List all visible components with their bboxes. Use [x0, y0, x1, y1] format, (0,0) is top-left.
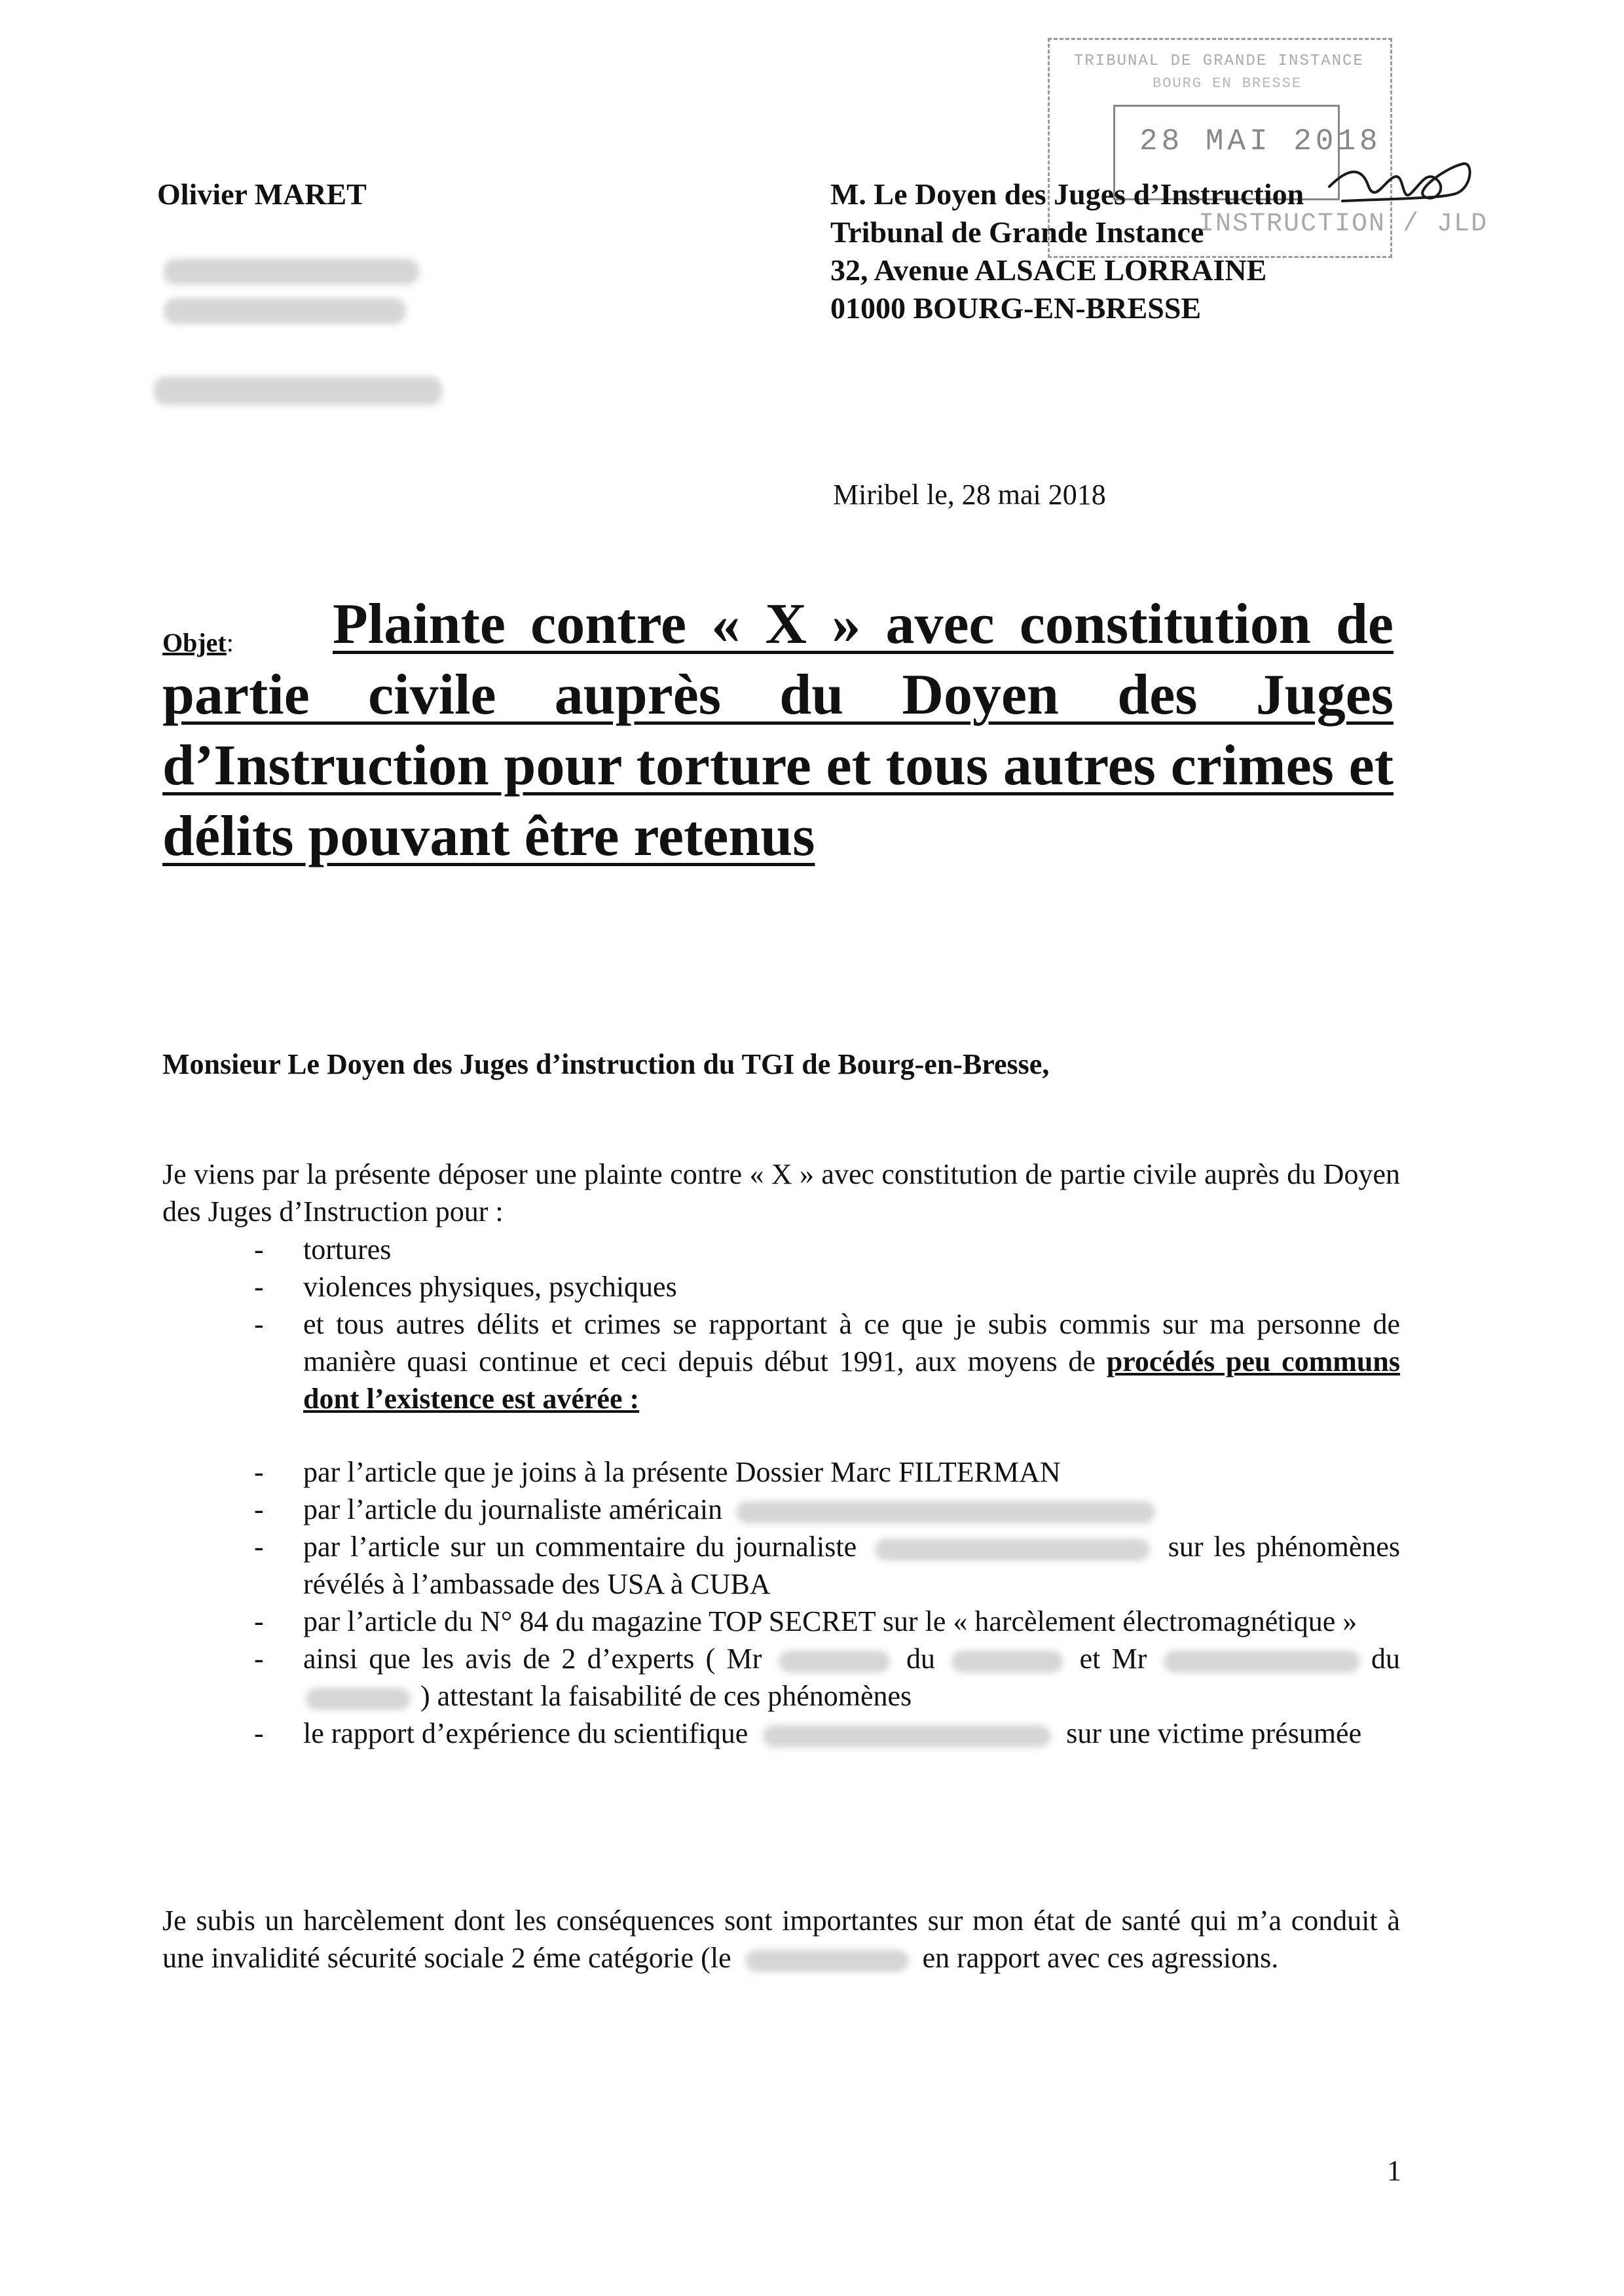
- stamp-court-name: TRIBUNAL DE GRANDE INSTANCE: [1074, 52, 1364, 70]
- evidence-text: par l’article du N° 84 du magazine TOP SECRET sur le « harcèlement électromagnétique »: [303, 1605, 1357, 1637]
- closing-paragraph: [162, 1902, 1400, 1977]
- redacted-name: [875, 1539, 1150, 1561]
- sender-name: Olivier MARET: [157, 177, 367, 211]
- list-dash: -: [254, 1456, 264, 1488]
- charge-text: violences physiques, psychiques: [303, 1271, 677, 1303]
- redacted-date: [745, 1950, 909, 1972]
- recipient-line-2: Tribunal de Grande Instance: [830, 215, 1204, 249]
- redacted-name: [306, 1688, 411, 1710]
- evidence-text: et Mr: [1079, 1643, 1147, 1675]
- letter-date: Miribel le, 28 mai 2018: [833, 479, 1106, 511]
- closing-text: Je subis un harcèlement dont les conséquences sont importantes sur mon état de santé qui m’a conduit à une invalidité sécurité sociale 2 éme catégorie (le: [162, 1904, 1400, 1974]
- evidence-list: [162, 1453, 1400, 1752]
- objet-label-colon: :: [226, 628, 234, 657]
- salutation: Monsieur Le Doyen des Juges d’instruction du TGI de Bourg-en-Bresse,: [162, 1048, 1050, 1080]
- list-dash: -: [254, 1271, 264, 1303]
- charge-emphasis: procédés peu communs dont l’existence est avérée :: [303, 1345, 1400, 1415]
- list-dash: -: [254, 1493, 264, 1525]
- evidence-text: ainsi que les avis de 2 d’experts ( Mr: [303, 1643, 762, 1675]
- redacted-phone-line: [154, 376, 442, 405]
- handwritten-signature: [1323, 141, 1480, 219]
- objet-title: Plainte contre « X » avec constitution de partie civile auprès du Doyen des Juges d’Instruction pour torture et tous autres crimes et délits pouvant être retenus: [162, 592, 1393, 868]
- closing-text: en rapport avec ces agressions.: [922, 1942, 1279, 1974]
- evidence-text: du: [906, 1643, 935, 1675]
- evidence-text: par l’article du journaliste américain: [303, 1493, 723, 1525]
- evidence-text: le rapport d’expérience du scientifique: [303, 1717, 748, 1749]
- redacted-address-line: [164, 298, 406, 324]
- redacted-name: [779, 1650, 890, 1673]
- stamp-city: BOURG EN BRESSE: [1153, 75, 1302, 92]
- list-dash: -: [254, 1643, 264, 1675]
- list-item: [162, 1715, 1400, 1752]
- stamp-department: INSTRUCTION / JLD: [1198, 210, 1488, 239]
- evidence-text: du: [1371, 1643, 1401, 1675]
- evidence-text: par l’article que je joins à la présente Dossier Marc FILTERMAN: [303, 1456, 1061, 1488]
- evidence-text: sur une victime présumée: [1066, 1717, 1362, 1749]
- redacted-name: [763, 1725, 1051, 1747]
- list-item: [162, 1491, 1400, 1528]
- charge-text: tortures: [303, 1233, 392, 1266]
- redacted-address-line: [164, 259, 419, 285]
- redacted-name: [736, 1501, 1155, 1523]
- page-number: 1: [1387, 2155, 1401, 2187]
- recipient-line-3: 32, Avenue ALSACE LORRAINE: [830, 253, 1267, 287]
- stamp-date: 28 MAI 2018: [1139, 124, 1382, 158]
- redacted-name: [951, 1650, 1063, 1673]
- list-item: [162, 1453, 1400, 1491]
- intro-paragraph: Je viens par la présente déposer une plainte contre « X » avec constitution de partie civile auprès du Doyen des Juges d’Instruction pour :: [162, 1158, 1400, 1228]
- list-item: [162, 1528, 1400, 1603]
- evidence-text: par l’article sur un commentaire du journaliste: [303, 1531, 857, 1563]
- list-dash: -: [254, 1717, 264, 1749]
- redacted-name: [1164, 1650, 1360, 1673]
- list-item: [162, 1640, 1400, 1715]
- list-dash: -: [254, 1308, 264, 1340]
- charge-text: et tous autres délits et crimes se rapportant à ce que je subis commis sur ma personne de manière quasi continue et ceci depuis début 1991, aux moyens de: [303, 1308, 1400, 1377]
- recipient-line-4: 01000 BOURG-EN-BRESSE: [830, 291, 1202, 325]
- list-item: [162, 1603, 1400, 1640]
- charges-list: [162, 1231, 1400, 1417]
- list-item: [162, 1231, 1400, 1268]
- list-item: [162, 1305, 1400, 1417]
- recipient-address: [830, 175, 1304, 327]
- evidence-text: ) attestant la faisabilité de ces phénomènes: [420, 1680, 912, 1712]
- objet-label-text: Objet: [162, 628, 227, 657]
- list-dash: -: [254, 1531, 264, 1563]
- list-dash: -: [254, 1605, 264, 1637]
- list-item: [162, 1268, 1400, 1305]
- list-dash: -: [254, 1233, 264, 1266]
- recipient-line-1: M. Le Doyen des Juges d’Instruction: [830, 177, 1304, 211]
- evidence-text: sur les phénomènes révélés à l’ambassade des USA à CUBA: [303, 1531, 1401, 1600]
